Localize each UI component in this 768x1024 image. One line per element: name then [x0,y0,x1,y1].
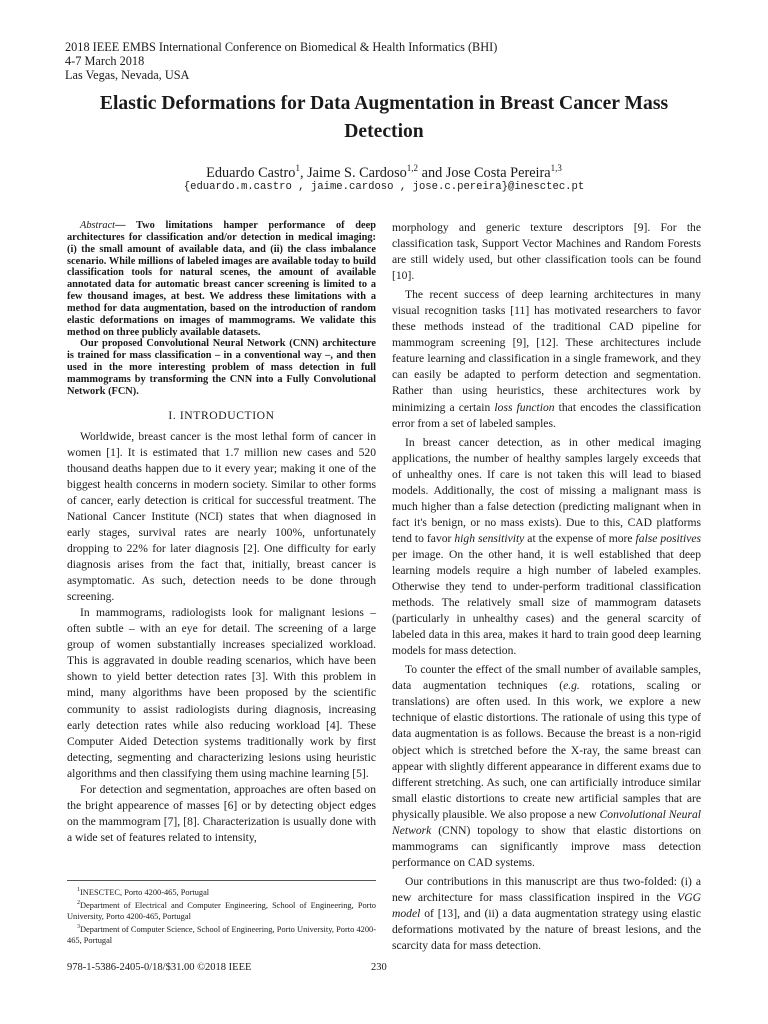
abstract-paragraph-1 [67,220,376,338]
author-3: and Jose Costa Pereira [418,164,551,181]
intro-paragraph-2: In mammograms, radiologists look for malignant lesions – often subtle – with an eye for detail. The screening of a large group of women substantially increases specialized workload. This is aggravated in double reading scenarios, which have been shown to yield better detection rates [3]. With this problem in mind, many algorithms have been proposed by the scientific community to assist radiologists during diagnosis, increasing early detection rates while also reducing workload [4]. These Computer Aided Detection systems traditionally work by first detecting, segmenting and characterizing lesions using heuristic algorithms and then classifying them using machine learning [5]. [67,606,376,780]
emphasis-eg: e.g. [563,679,580,693]
conference-name: 2018 IEEE EMBS International Conference on Biomedical & Health Informatics (BHI) [65,40,498,54]
right-paragraph-2: The recent success of deep learning architectures in many visual recognition tasks [11] has motivated researchers to favor these methods instead of the traditional CAD pipeline for mammogram screening [9], [12]. These architectures include feature learning and classification in a single framework, and they can easily be adapted to perform detection and segmentation. Rather than using heuristics, these architectures work by minimizing a certain loss function that encodes the classification error from a set of labeled samples. [392,288,701,430]
emphasis-false-positives: false positives [635,531,701,545]
emphasis-cnn: Convolutional Neural Network [392,807,701,837]
page-number: 230 [371,962,387,973]
emphasis-loss-function: loss function [494,400,555,414]
author-3-affil: 1,3 [550,163,562,173]
intro-paragraph-3: For detection and segmentation, approaches are often based on the bright appearence of masses [6] or by detecting object edges on the mammogram [7], [8]. Characterization is usually done with a wide set of features related to intensity, [67,782,376,844]
footnote-3: $^3$Department of Computer Science, School of Engineering, Porto University, Porto 4200-465, Portugal [67,924,376,945]
conference-location: Las Vegas, Nevada, USA [65,68,190,82]
author-2-affil: 1,2 [406,163,419,173]
paper-title: Elastic Deformations for Data Augmentation in Breast Cancer Mass Detection [99,93,669,142]
section-heading-introduction: I. INTRODUCTION [168,408,275,422]
right-paragraph-4: To counter the effect of the small number of available samples, data augmentation techniques (e.g. rotations, scaling or translations) are often used. In this work, we explore a new technique of elastic distortions. The rationale of using this type of data augmentation is as follows. Because the breast is a non-rigid object which is stretched before the X-ray, the same breast can appear with slightly different appearance in different exams due to different stretching. As such, one can artificially introduce similar small elastic distortions to create new artificial samples that are physically plausible. We also propose a new Convolutional Neural Network (CNN) topology to show that elastic distortions on mammograms can significantly improve mass detection performance on CAD systems. [392,663,701,869]
abstract [67,220,376,398]
right-paragraph-1: morphology and generic texture descriptors [9]. For the classification task, Support Vector Machines and Random Forests are still widely used, but other classification tools can be found [10]. [392,221,701,283]
author-list [0,159,768,182]
author-emails: {eduardo.m.castro , jaime.cardoso , jose.c.pereira}@inesctec.pt [183,181,585,193]
abstract-dash: — [115,220,136,231]
footnotes [67,880,376,946]
abstract-label: Abstract [80,220,116,231]
intro-paragraph-1: Worldwide, breast cancer is the most lethal form of cancer in women [1]. It is estimated that 1.7 million new cases and 520 thousand deaths happen due to it every year; making it one of the biggest health concerns in modern society. Similar to other forms of cancer, early detection is critical for successful treatment. The National Cancer Institute (NCI) states that when diagnosed in early stages, survival rates are nearly 100%, unfortunately dropping to 22% for later diagnosis [2]. One difficulty for early diagnosis arises from the fact that, initially, breast cancer is asymptomatic. As such, detection needs to be done through screening. [67,429,376,604]
emphasis-high-sensitivity: high sensitivity [454,531,525,545]
conference-header [65,40,497,82]
author-1: Eduardo Castro [206,164,296,181]
author-1-affil: 1 [295,163,300,173]
left-column [67,220,376,846]
right-paragraph-3: In breast cancer detection, as in other medical imaging applications, the number of healthy samples largely exceeds that of unhealthy ones. If care is not taken this will lead to biased models. Additionally, the cost of missing a malignant mass is much higher than a false detection (predicting malignant when in fact it's benign, or no mass exists). Due to this, CAD platforms tend to favor high sensitivity at the expense of more false positives per image. On the other hand, it is well established that deep learning models require a high number of labeled examples. Otherwise they tend to under-perform traditional classification methods. The relatively small size of mammogram datasets (particularly in unhealthy cases) and the general scarcity of labeled data in this area, makes it hard to train good deep learning models for mass detection. [392,435,701,658]
right-paragraph-5: Our contributions in this manuscript are thus two-folded: (i) a new architecture for mass classification inspired in the VGG model of [13], and (ii) a data augmentation strategy using elastic deformations motivated by the nature of breast lesions, and the scarcity data for mass detection. [392,874,701,953]
footnote-2: $^2$Department of Electrical and Computer Engineering, School of Engineering, Porto University, Porto 4200-465, Portugal [67,900,376,921]
footnote-1: $^1$INESCTEC, Porto 4200-465, Portugal [77,887,210,897]
abstract-text-1: Two limitations hamper performance of deep architectures for classification and/or detection in medical imaging: (i) the small amount of available data, and (ii) the class imbalance scenario. While millions of labeled images are available today to build classification tools for natural scenes, the amount of available annotated data for automatic breast cancer screening is limited to a few thousand images, at best. We address these limitations with a method for data augmentation, based on the introduction of random elastic deformations on images of mammograms. We validate this method on three publicly available datasets. [67,220,376,338]
author-2: , Jaime S. Cardoso [299,164,407,181]
right-column [392,220,701,954]
footer-isbn: 978-1-5386-2405-0/18/$31.00 ©2018 IEEE [67,962,252,973]
conference-dates: 4-7 March 2018 [65,54,145,68]
emphasis-vgg-model: VGG model [392,890,701,920]
abstract-paragraph-2: Our proposed Convolutional Neural Network (CNN) architecture is trained for mass classification – in a conventional way –, and then used in the more interesting problem of mass detection in full mammograms by transforming the CNN into a Fully Convolutional Network (FCN). [67,338,376,397]
